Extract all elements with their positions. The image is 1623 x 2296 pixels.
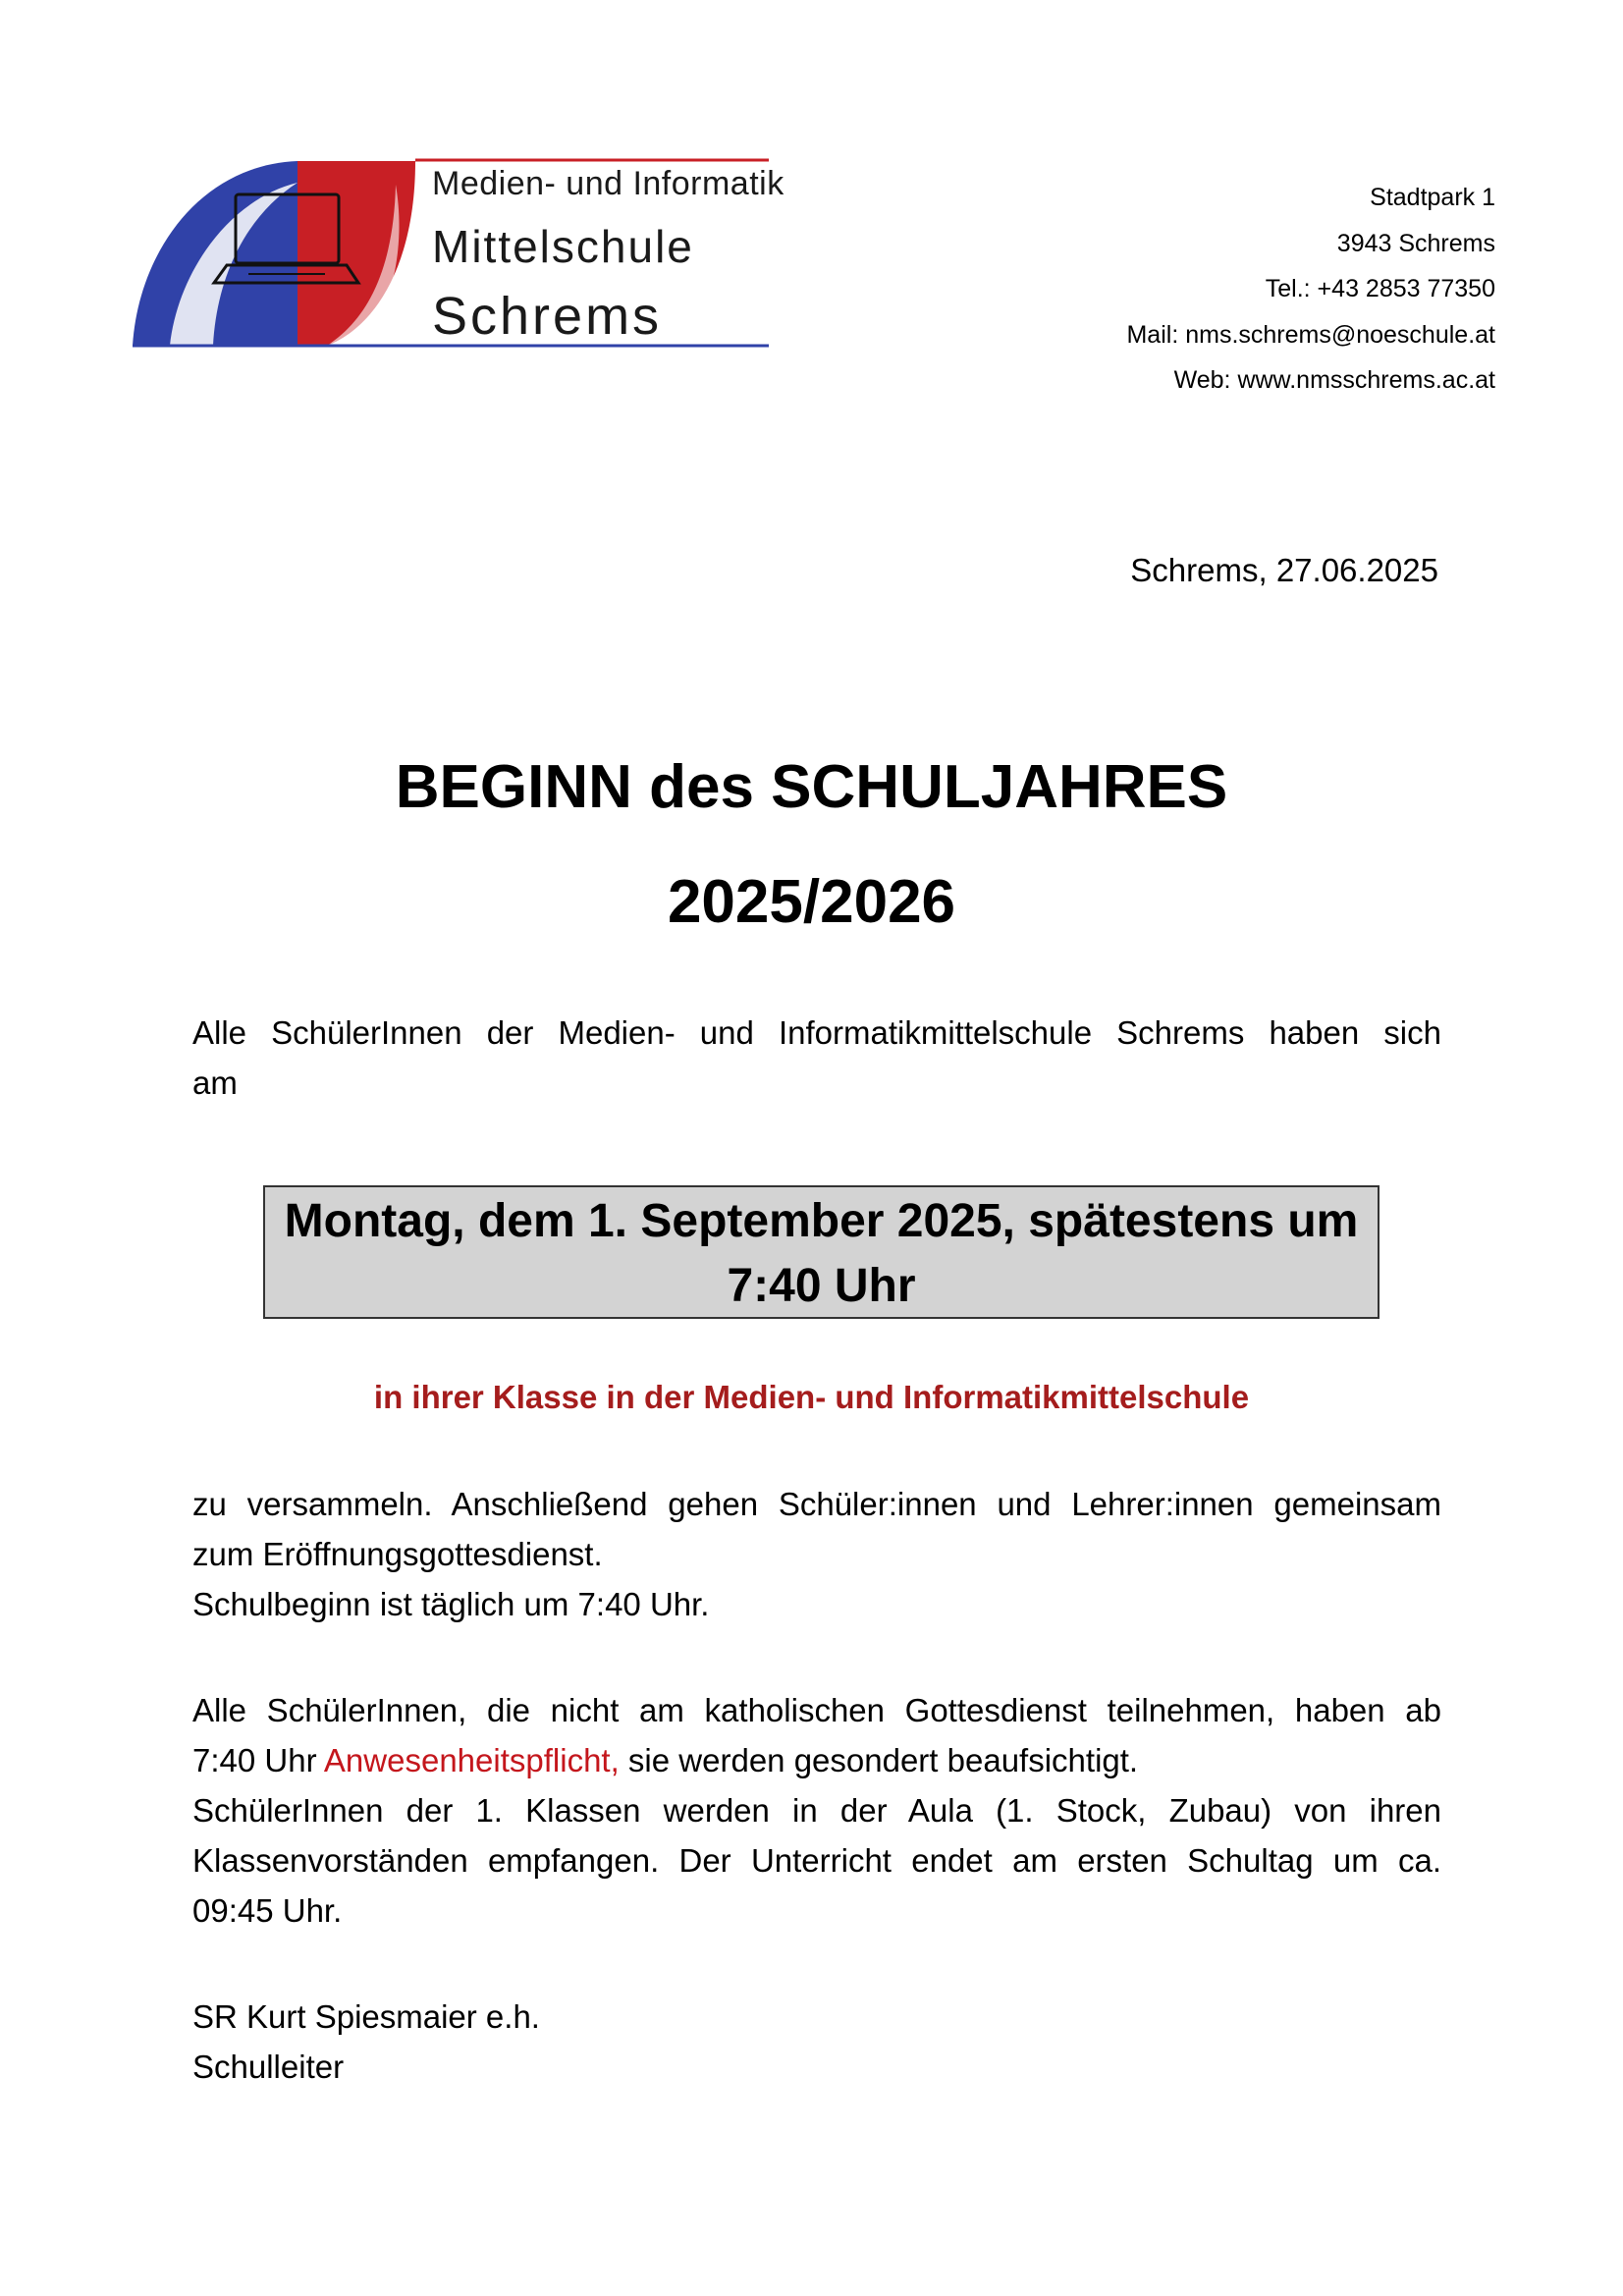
contact-street: Stadtpark 1 — [1370, 184, 1495, 211]
letter-date: Schrems, 27.06.2025 — [1130, 552, 1438, 588]
intro-line2: am — [192, 1065, 238, 1101]
logo-text-line3: Schrems — [432, 287, 663, 346]
signature-name: SR Kurt Spiesmaier e.h. — [192, 1998, 540, 2035]
body2-line3: SchülerInnen der 1. Klassen werden in der Aula (1. Stock, Zubau) von ihren — [192, 1792, 1441, 1829]
contact-web: Web: www.nmsschrems.ac.at — [1173, 366, 1495, 394]
body2-line2 — [192, 1735, 1441, 1785]
start-date-line2: 7:40 Uhr — [727, 1260, 916, 1312]
body-paragraph-2 — [192, 1685, 1441, 1936]
title-line1: BEGINN des SCHULJAHRES — [395, 753, 1228, 821]
body2-line1: Alle SchülerInnen, die nicht am katholischen Gottesdienst teilnehmen, haben ab — [192, 1692, 1441, 1728]
school-logo — [131, 155, 784, 348]
logo-red-arc — [298, 161, 415, 346]
body1-line1: zu versammeln. Anschließend gehen Schüler:innen und Lehrer:innen gemeinsam — [192, 1486, 1441, 1522]
body1-line2: zum Eröffnungsgottesdienst. — [192, 1536, 603, 1572]
title-line2: 2025/2026 — [667, 868, 956, 936]
logo-text-line2: Mittelschule — [432, 221, 694, 272]
signature-role: Schulleiter — [192, 2049, 345, 2085]
contact-mail: Mail: nms.schrems@noeschule.at — [1126, 320, 1495, 349]
contact-phone: Tel.: +43 2853 77350 — [1265, 275, 1495, 302]
body2-line2-pre: 7:40 Uhr — [192, 1742, 324, 1778]
body-paragraph-1 — [192, 1479, 1441, 1629]
start-date-box — [263, 1185, 1380, 1319]
body2-line5: 09:45 Uhr. — [192, 1892, 343, 1929]
intro-paragraph — [192, 1008, 1441, 1108]
attendance-requirement: Anwesenheitspflicht, — [323, 1742, 620, 1778]
signature-block — [192, 1992, 1441, 2092]
body2-line4: Klassenvorständen empfangen. Der Unterricht endet am ersten Schultag um ca. — [192, 1842, 1441, 1879]
location-note: in ihrer Klasse in der Medien- und Informatikmittelschule — [373, 1379, 1250, 1415]
contact-city: 3943 Schrems — [1336, 229, 1495, 257]
intro-line1: Alle SchülerInnen der Medien- und Informatikmittelschule Schrems haben sich — [192, 1014, 1441, 1051]
start-date-line1: Montag, dem 1. September 2025, spätestens um — [284, 1195, 1359, 1247]
logo-text-line1: Medien- und Informatik — [432, 165, 784, 202]
body2-line2-post: sie werden gesondert beaufsichtigt. — [619, 1742, 1139, 1778]
body1-line3: Schulbeginn ist täglich um 7:40 Uhr. — [192, 1586, 710, 1622]
contact-block — [1126, 175, 1495, 404]
